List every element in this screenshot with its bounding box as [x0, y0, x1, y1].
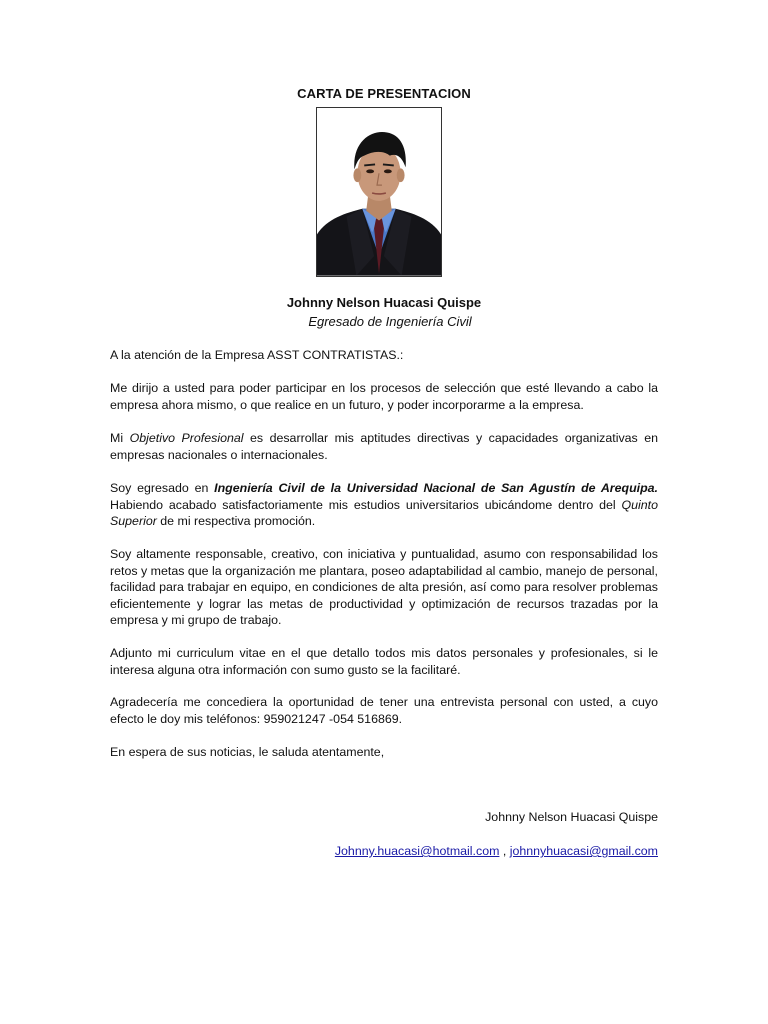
- email-line: [110, 844, 658, 858]
- paragraph-education-mid: Habiendo acabado satisfactoriamente mis estudios universitarios ubicándome dentro del: [110, 497, 622, 512]
- document-title: CARTA DE PRESENTACION: [297, 86, 471, 101]
- paragraph-objective: [110, 430, 658, 463]
- paragraph-objective-emphasis: Objetivo Profesional: [129, 431, 244, 445]
- paragraph-education-university: Ingeniería Civil de la Universidad Nacional de San Agustín de Arequipa.: [214, 481, 658, 495]
- email-link-hotmail[interactable]: Johnny.huacasi@hotmail.com: [334, 844, 500, 858]
- closing-line: En espera de sus noticias, le saluda atentamente,: [110, 745, 385, 759]
- portrait-photo: [316, 107, 442, 277]
- paragraph-cv: Adjunto mi curriculum vitae en el que detallo todos mis datos personales y profesionales, si le interesa alguna otra información con sumo gusto se la facilitaré.: [110, 646, 658, 677]
- paragraph-interview: Agradecería me concediera la oportunidad de tener una entrevista personal con usted, a cuyo efecto le doy mis teléfonos: 959021247 -054 516869.: [110, 695, 658, 726]
- applicant-name: Johnny Nelson Huacasi Quispe: [286, 295, 482, 310]
- email-link-gmail[interactable]: johnnyhuacasi@gmail.com: [509, 844, 658, 858]
- paragraph-education: [110, 480, 658, 530]
- paragraph-objective-pre: Mi: [110, 431, 130, 445]
- email-separator: ,: [499, 844, 510, 858]
- paragraph-objective-post: es desarrollar mis aptitudes directivas y capacidades organizativas en empresas nacionales o internacionales.: [110, 431, 658, 462]
- paragraph-intro: Me dirijo a usted para poder participar en los procesos de selección que esté llevando a cabo la empresa ahora mismo, o que realice en un futuro, y poder incorporarme a la empresa.: [110, 381, 658, 412]
- applicant-degree: Egresado de Ingeniería Civil: [308, 314, 472, 329]
- paragraph-education-rank: Quinto Superior: [110, 497, 658, 528]
- attention-line: A la atención de la Empresa ASST CONTRATISTAS.:: [110, 348, 404, 362]
- paragraph-education-pre: Soy egresado en: [110, 481, 215, 495]
- portrait-photo-icon: [317, 108, 441, 276]
- signature-name: Johnny Nelson Huacasi Quispe: [485, 810, 658, 824]
- paragraph-qualities: Soy altamente responsable, creativo, con iniciativa y puntualidad, asumo con responsabilidad los retos y metas que la organización me plantara, poseo adaptabilidad al cambio, manejo de personal, facilidad para trabajar en equipo, en condiciones de alta presión, así como para resolver problemas eficientemente y lograr las metas de productividad y optimización de recursos trazadas por la empresa y mi grupo de trabajo.: [110, 547, 658, 627]
- paragraph-education-post: de mi respectiva promoción.: [156, 514, 316, 528]
